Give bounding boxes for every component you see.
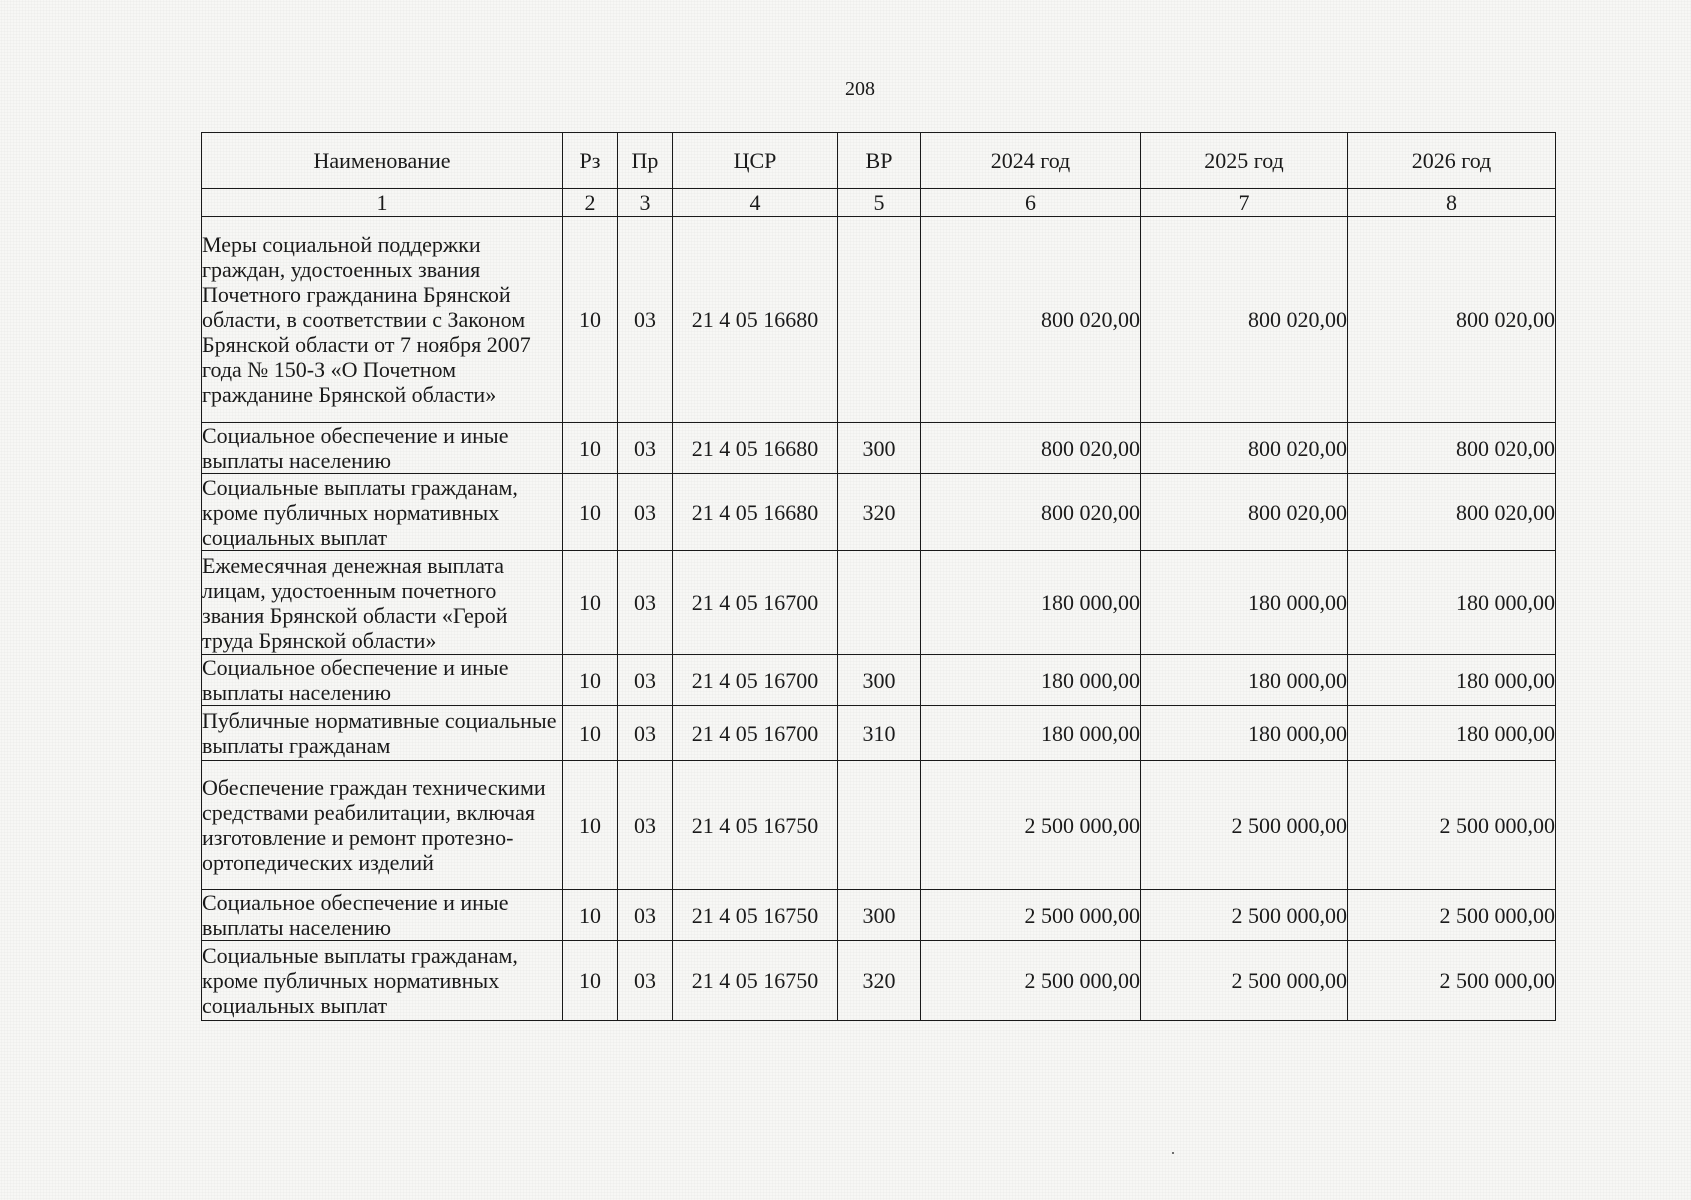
row-csr: 21 4 05 16750 xyxy=(673,941,838,1021)
row-name: Меры социальной поддержки граждан, удостоенных звания Почетного гражданина Брянской области, в соответствии с Законом Брянской области от 7 ноября 2007 года № 150-З «О Почетном гражданине Брянской области» xyxy=(202,217,563,423)
row-name: Социальные выплаты гражданам, кроме публичных нормативных социальных выплат xyxy=(202,941,563,1021)
row-vr: 300 xyxy=(838,890,921,941)
row-pr: 03 xyxy=(618,890,673,941)
row-name: Социальные выплаты гражданам, кроме публичных нормативных социальных выплат xyxy=(202,474,563,551)
row-vr: 300 xyxy=(838,655,921,706)
row-2025: 800 020,00 xyxy=(1141,423,1348,474)
row-csr: 21 4 05 16700 xyxy=(673,706,838,761)
header-name: Наименование xyxy=(202,133,563,189)
table-row xyxy=(202,890,1556,941)
scan-speck xyxy=(1172,1152,1174,1154)
row-pr: 03 xyxy=(618,761,673,890)
row-pr: 03 xyxy=(618,423,673,474)
row-2025: 2 500 000,00 xyxy=(1141,890,1348,941)
header-pr: Пр xyxy=(618,133,673,189)
row-rz: 10 xyxy=(563,761,618,890)
row-csr: 21 4 05 16680 xyxy=(673,217,838,423)
budget-table xyxy=(201,132,1556,1021)
table-row xyxy=(202,655,1556,706)
row-pr: 03 xyxy=(618,655,673,706)
row-2026: 2 500 000,00 xyxy=(1348,941,1556,1021)
row-2025: 2 500 000,00 xyxy=(1141,761,1348,890)
row-2026: 800 020,00 xyxy=(1348,474,1556,551)
table-row xyxy=(202,761,1556,890)
column-number: 2 xyxy=(563,189,618,217)
header-2024: 2024 год xyxy=(921,133,1141,189)
row-2025: 800 020,00 xyxy=(1141,474,1348,551)
row-vr xyxy=(838,217,921,423)
row-2026: 800 020,00 xyxy=(1348,423,1556,474)
row-csr: 21 4 05 16680 xyxy=(673,474,838,551)
row-rz: 10 xyxy=(563,423,618,474)
row-name: Социальное обеспечение и иные выплаты населению xyxy=(202,890,563,941)
row-name: Социальное обеспечение и иные выплаты населению xyxy=(202,423,563,474)
row-pr: 03 xyxy=(618,217,673,423)
table-row xyxy=(202,474,1556,551)
header-rz: Рз xyxy=(563,133,618,189)
column-number: 5 xyxy=(838,189,921,217)
row-2025: 2 500 000,00 xyxy=(1141,941,1348,1021)
row-2024: 800 020,00 xyxy=(921,423,1141,474)
row-2024: 2 500 000,00 xyxy=(921,761,1141,890)
row-csr: 21 4 05 16750 xyxy=(673,761,838,890)
row-rz: 10 xyxy=(563,890,618,941)
column-number: 4 xyxy=(673,189,838,217)
table-row xyxy=(202,217,1556,423)
row-2026: 180 000,00 xyxy=(1348,551,1556,655)
row-2024: 2 500 000,00 xyxy=(921,941,1141,1021)
row-csr: 21 4 05 16700 xyxy=(673,551,838,655)
header-vr: ВР xyxy=(838,133,921,189)
column-number: 6 xyxy=(921,189,1141,217)
row-rz: 10 xyxy=(563,655,618,706)
row-vr: 320 xyxy=(838,474,921,551)
row-pr: 03 xyxy=(618,551,673,655)
row-rz: 10 xyxy=(563,706,618,761)
row-vr: 300 xyxy=(838,423,921,474)
row-rz: 10 xyxy=(563,474,618,551)
table-row xyxy=(202,706,1556,761)
row-2026: 180 000,00 xyxy=(1348,706,1556,761)
row-vr xyxy=(838,761,921,890)
column-number-row xyxy=(202,189,1556,217)
row-2024: 180 000,00 xyxy=(921,551,1141,655)
row-name: Обеспечение граждан техническими средствами реабилитации, включая изготовление и ремонт протезно-ортопедических изделий xyxy=(202,761,563,890)
header-csr: ЦСР xyxy=(673,133,838,189)
row-2026: 180 000,00 xyxy=(1348,655,1556,706)
row-name: Ежемесячная денежная выплата лицам, удостоенным почетного звания Брянской области «Герой труда Брянской области» xyxy=(202,551,563,655)
row-name: Публичные нормативные социальные выплаты гражданам xyxy=(202,706,563,761)
page-number: 208 xyxy=(845,78,875,100)
row-2025: 800 020,00 xyxy=(1141,217,1348,423)
header-2025: 2025 год xyxy=(1141,133,1348,189)
row-rz: 10 xyxy=(563,217,618,423)
row-2024: 800 020,00 xyxy=(921,474,1141,551)
row-csr: 21 4 05 16750 xyxy=(673,890,838,941)
row-2024: 800 020,00 xyxy=(921,217,1141,423)
row-2025: 180 000,00 xyxy=(1141,551,1348,655)
row-rz: 10 xyxy=(563,551,618,655)
row-2025: 180 000,00 xyxy=(1141,655,1348,706)
table-row xyxy=(202,423,1556,474)
table-row xyxy=(202,551,1556,655)
row-pr: 03 xyxy=(618,474,673,551)
row-2026: 800 020,00 xyxy=(1348,217,1556,423)
header-row xyxy=(202,133,1556,189)
row-name: Социальное обеспечение и иные выплаты населению xyxy=(202,655,563,706)
column-number: 3 xyxy=(618,189,673,217)
header-2026: 2026 год xyxy=(1348,133,1556,189)
row-2026: 2 500 000,00 xyxy=(1348,890,1556,941)
row-vr: 310 xyxy=(838,706,921,761)
row-2025: 180 000,00 xyxy=(1141,706,1348,761)
row-pr: 03 xyxy=(618,706,673,761)
column-number: 1 xyxy=(202,189,563,217)
column-number: 7 xyxy=(1141,189,1348,217)
table-row xyxy=(202,941,1556,1021)
row-2026: 2 500 000,00 xyxy=(1348,761,1556,890)
row-rz: 10 xyxy=(563,941,618,1021)
row-vr xyxy=(838,551,921,655)
row-csr: 21 4 05 16680 xyxy=(673,423,838,474)
row-2024: 2 500 000,00 xyxy=(921,890,1141,941)
row-pr: 03 xyxy=(618,941,673,1021)
row-vr: 320 xyxy=(838,941,921,1021)
row-2024: 180 000,00 xyxy=(921,655,1141,706)
row-2024: 180 000,00 xyxy=(921,706,1141,761)
column-number: 8 xyxy=(1348,189,1556,217)
row-csr: 21 4 05 16700 xyxy=(673,655,838,706)
